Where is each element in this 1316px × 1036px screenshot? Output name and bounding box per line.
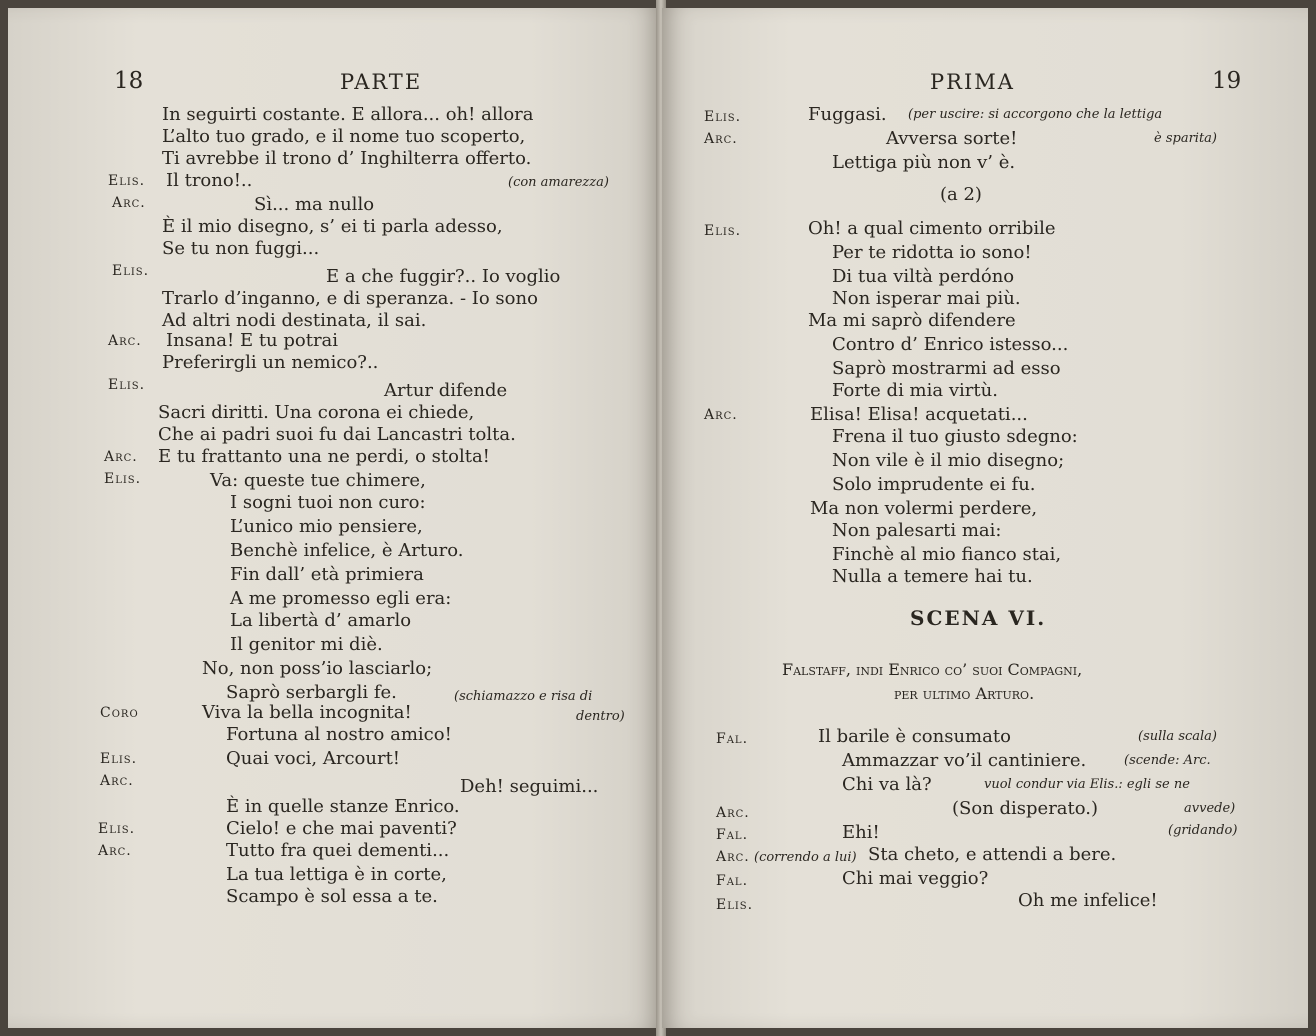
- stage-direction: è sparita): [1154, 131, 1217, 146]
- verse-line: Di tua viltà perdóno: [832, 266, 1015, 287]
- verse-line: Sì... ma nullo: [254, 194, 375, 215]
- speaker-label: Arc.: [716, 849, 750, 865]
- scene-title: SCENA VI.: [910, 606, 1047, 630]
- verse-line: L’alto tuo grado, e il nome tuo scoperto,: [162, 126, 526, 147]
- page-number: 18: [114, 68, 144, 94]
- speaker-label: Arc.: [112, 195, 146, 211]
- verse-line: Deh! seguimi...: [460, 776, 599, 797]
- speaker-label: Elis.: [98, 821, 136, 837]
- speaker-label: Elis.: [108, 173, 146, 189]
- speaker-label: Elis.: [716, 897, 754, 913]
- speaker-label: Elis.: [704, 109, 742, 125]
- verse-line: L’unico mio pensiere,: [230, 516, 423, 537]
- verse-line: Il barile è consumato: [818, 726, 1011, 747]
- verse-line: Va: queste tue chimere,: [210, 470, 426, 491]
- verse-line: Contro d’ Enrico istesso...: [832, 334, 1069, 355]
- verse-line: La tua lettiga è in corte,: [226, 864, 447, 885]
- verse-line: Non vile è il mio disegno;: [832, 450, 1065, 471]
- verse-line: Per te ridotta io sono!: [832, 242, 1032, 263]
- verse-line: Non palesarti mai:: [832, 520, 1002, 541]
- stage-direction: (sulla scala): [1138, 729, 1217, 744]
- verse-line: Benchè infelice, è Arturo.: [230, 540, 464, 561]
- verse-line: Insana! E tu potrai: [166, 330, 339, 351]
- verse-line: Cielo! e che mai paventi?: [226, 818, 457, 839]
- stage-direction: avvede): [1184, 801, 1236, 816]
- verse-line: Se tu non fuggi...: [162, 238, 320, 259]
- verse-line: Saprò serbargli fe.: [226, 682, 397, 703]
- verse-line: E tu frattanto una ne perdi, o stolta!: [158, 446, 490, 467]
- verse-line: Il genitor mi diè.: [230, 634, 383, 655]
- verse-line: Avversa sorte!: [886, 128, 1018, 149]
- verse-line: (Son disperato.): [952, 798, 1099, 819]
- stage-direction: (scende: Arc.: [1124, 753, 1211, 768]
- verse-line: È in quelle stanze Enrico.: [226, 796, 460, 817]
- speaker-label: Arc.: [716, 805, 750, 821]
- verse-line: Nulla a temere hai tu.: [832, 566, 1033, 587]
- speaker-label: Elis.: [100, 751, 138, 767]
- verse-line: Ammazzar vo’il cantiniere.: [842, 750, 1087, 771]
- running-head: PRIMA: [930, 70, 1015, 94]
- verse-line: Chi mai veggio?: [842, 868, 989, 889]
- verse-line: Saprò mostrarmi ad esso: [832, 358, 1061, 379]
- speaker-label: Elis.: [704, 223, 742, 239]
- verse-line: Oh! a qual cimento orribile: [808, 218, 1056, 239]
- stage-direction: (schiamazzo e risa di: [454, 689, 593, 704]
- duet-marker: (a 2): [940, 184, 982, 205]
- verse-line: Scampo è sol essa a te.: [226, 886, 438, 907]
- verse-line: Lettiga più non v’ è.: [832, 152, 1016, 173]
- verse-line: Ti avrebbe il trono d’ Inghilterra offerto.: [162, 148, 532, 169]
- verse-line: Finchè al mio fianco stai,: [832, 544, 1062, 565]
- verse-line: Non isperar mai più.: [832, 288, 1021, 309]
- verse-line: Quai voci, Arcourt!: [226, 748, 401, 769]
- verse-line: Tutto fra quei dementi...: [226, 840, 450, 861]
- verse-line: Forte di mia virtù.: [832, 380, 998, 401]
- verse-line: Frena il tuo giusto sdegno:: [832, 426, 1078, 447]
- stage-direction: (per uscire: si accorgono che la lettiga: [908, 107, 1163, 122]
- verse-line: E a che fuggir?.. Io voglio: [326, 266, 561, 287]
- speaker-label: Coro: [100, 705, 139, 721]
- verse-line: Sta cheto, e attendi a bere.: [868, 844, 1117, 865]
- verse-line: Fuggasi.: [808, 104, 887, 125]
- right-page: [662, 8, 1308, 1028]
- verse-line: Solo imprudente ei fu.: [832, 474, 1036, 495]
- verse-line: Ma mi saprò difendere: [808, 310, 1016, 331]
- verse-line: Ma non volermi perdere,: [810, 498, 1038, 519]
- verse-line: Elisa! Elisa! acquetati...: [810, 404, 1028, 425]
- speaker-label: Arc.: [704, 407, 738, 423]
- verse-line: Fin dall’ età primiera: [230, 564, 424, 585]
- verse-line: A me promesso egli era:: [230, 588, 452, 609]
- verse-line: Oh me infelice!: [1018, 890, 1158, 911]
- verse-line: Fortuna al nostro amico!: [226, 724, 452, 745]
- stage-direction: (gridando): [1168, 823, 1238, 838]
- speaker-label: Arc.: [104, 449, 138, 465]
- verse-line: No, non poss’io lasciarlo;: [202, 658, 433, 679]
- verse-line: Trarlo d’inganno, e di speranza. - Io sono: [162, 288, 538, 309]
- verse-line: Sacri diritti. Una corona ei chiede,: [158, 402, 475, 423]
- verse-line: Ad altri nodi destinata, il sai.: [162, 310, 427, 331]
- verse-line: È il mio disegno, s’ ei ti parla adesso,: [162, 216, 503, 237]
- stage-direction: vuol condur via Elis.: egli se ne: [984, 777, 1190, 792]
- speaker-label: Arc.: [98, 843, 132, 859]
- stage-direction: (correndo a lui): [754, 850, 857, 865]
- speaker-label: Elis.: [112, 263, 150, 279]
- verse-line: Chi va là?: [842, 774, 932, 795]
- stage-direction: (con amarezza): [508, 175, 609, 190]
- page-number: 19: [1212, 68, 1242, 94]
- speaker-label: Arc.: [704, 131, 738, 147]
- speaker-label: Fal.: [716, 827, 749, 843]
- verse-line: Viva la bella incognita!: [202, 702, 412, 723]
- verse-line: Ehi!: [842, 822, 880, 843]
- stage-direction: dentro): [576, 709, 625, 724]
- verse-line: Artur difende: [384, 380, 508, 401]
- verse-line: Il trono!..: [166, 170, 253, 191]
- verse-line: Che ai padri suoi fu dai Lancastri tolta.: [158, 424, 516, 445]
- verse-line: La libertà d’ amarlo: [230, 610, 412, 631]
- scene-cast: Falstaff, indi Enrico co’ suoi Compagni,: [782, 660, 1083, 679]
- speaker-label: Arc.: [100, 773, 134, 789]
- speaker-label: Elis.: [104, 471, 142, 487]
- scene-cast: per ultimo Arturo.: [894, 684, 1035, 703]
- verse-line: In seguirti costante. E allora... oh! allora: [162, 104, 534, 125]
- verse-line: Preferirgli un nemico?..: [162, 352, 379, 373]
- speaker-label: Arc.: [108, 333, 142, 349]
- verse-line: I sogni tuoi non curo:: [230, 492, 426, 513]
- left-page: [8, 8, 660, 1028]
- running-head: PARTE: [340, 70, 423, 94]
- speaker-label: Fal.: [716, 731, 749, 747]
- speaker-label: Fal.: [716, 873, 749, 889]
- speaker-label: Elis.: [108, 377, 146, 393]
